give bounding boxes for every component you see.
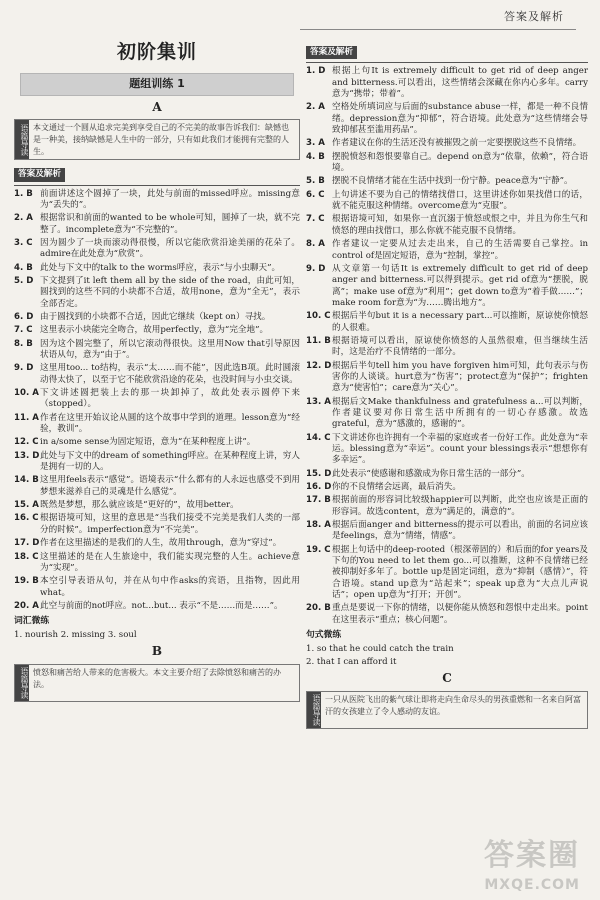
answer-number: 17. D [14, 538, 40, 549]
answer-number: 2. A [306, 102, 325, 113]
answer-number: 17. B [306, 495, 331, 506]
answer-number: 9. D [306, 263, 326, 274]
answer-item [14, 500, 300, 511]
answer-item [306, 311, 588, 334]
answer-explanation: 作者在这里开始议论从圆的这个故事中学到的道理。lesson意为“经验，教训”。 [40, 412, 300, 435]
answer-item [14, 475, 300, 498]
answer-item [14, 339, 300, 362]
answer-item [306, 152, 588, 175]
answer-item [14, 413, 300, 436]
answer-item [306, 603, 588, 626]
section-c-letter: C [442, 671, 452, 686]
answer-item [14, 238, 300, 261]
answer-explanation: 从文章第一句话It is extremely difficult to get rid of deep anger and bitterness.可以得到提示。get rid of意为“摆脱，脱离”；make use of意为“利用”；get down to意为“着手做……”；make room for意为“为……腾出地方”。 [332, 263, 588, 308]
section-a-guide [14, 119, 300, 160]
answer-item [306, 469, 588, 480]
answer-item [14, 601, 300, 612]
answer-item [14, 538, 300, 549]
answer-number: 1. D [306, 66, 326, 77]
guide-tag: 语篇导读 [307, 692, 321, 728]
answer-number: 19. C [306, 544, 331, 555]
answer-number: 10. A [14, 388, 39, 399]
answer-explanation: 本空引导表语从句，并在从句中作asks的宾语，且指物，因此用what。 [40, 576, 300, 598]
answer-item [306, 176, 588, 187]
answer-number: 16. D [306, 482, 332, 493]
answer-item [306, 433, 588, 467]
section-a-letter: A [152, 99, 162, 114]
answer-list-b [306, 66, 588, 626]
answer-item [306, 214, 588, 237]
answer-number: 4. B [306, 151, 325, 162]
answer-number: 1. B [14, 188, 33, 199]
answer-number: 12. C [14, 437, 39, 448]
answer-number: 18. A [306, 520, 331, 531]
guide-tag: 语篇导读 [15, 120, 29, 159]
answer-explanation: 根据后半句but it is a necessary part...可以推断，原谅使你愤怒的人很难。 [332, 311, 588, 333]
answer-explanation: in a/some sense为固定短语，意为“在某种程度上讲”。 [40, 437, 256, 448]
answer-number: 4. B [14, 262, 33, 273]
answer-explanation: 此处与下文中的dream of something呼应。在某种程度上讲，穷人是拥有一切的人。 [40, 450, 300, 473]
answer-item [14, 451, 300, 474]
answer-item [14, 263, 300, 274]
right-column [306, 44, 588, 735]
vocab-title: 词汇微练 [14, 616, 50, 627]
page-title: 初阶集训 [116, 41, 197, 63]
answer-number: 18. C [14, 551, 39, 562]
answer-explanation: 这里描述的是在人生旅途中，我们能实现完整的人生。achieve意为“实现”。 [40, 551, 300, 573]
answer-number: 11. B [306, 335, 331, 346]
answer-item [14, 576, 300, 599]
guide-text: 一只从医院飞出的紫气球让即将走向生命尽头的男孩重燃和一名来自阿富汗的女孩建立了令人感动的友谊。 [325, 695, 581, 716]
answer-number: 2. A [14, 213, 33, 224]
watermark-sub: MXQE.COM [484, 876, 580, 893]
answer-number: 20. B [306, 603, 331, 614]
answer-number: 20. A [14, 600, 39, 611]
answer-explanation: 上句讲述不要为自己的情绪找借口，这里讲述你如果找借口的话，就不能克服这种情绪。overcome意为“克服”。 [332, 189, 588, 212]
answer-explanation: 作者建议在你的生活还没有被摧毁之前一定要摆脱这些不良情绪。 [332, 138, 582, 149]
sentence-title: 句式微练 [306, 630, 342, 641]
answer-number: 15. D [306, 468, 332, 479]
answer-item [306, 495, 588, 518]
answer-explanation: 此空与前面的not呼应。not...but... 表示“不是……而是……”。 [40, 600, 283, 611]
answer-item [306, 138, 588, 149]
answer-number: 8. A [306, 239, 325, 250]
answer-number: 14. B [14, 475, 39, 486]
answer-item [14, 437, 300, 448]
answer-item [14, 552, 300, 575]
answer-number: 13. A [306, 396, 331, 407]
answer-number: 5. B [306, 176, 325, 187]
answer-number: 10. C [306, 311, 331, 322]
answer-explanation: 根据后面anger and bitterness的提示可以看出，前面的名词应该是feelings，意为“情绪，情感”。 [332, 520, 588, 542]
answer-explanation: 此处与下文中的talk to the worms呼应，表示“与小虫聊天”。 [40, 262, 281, 273]
answer-number: 11. A [14, 412, 39, 423]
answer-item [14, 213, 300, 236]
answer-item [306, 545, 588, 602]
answer-explanation: 这里用too... to结构，表示“太……而不能”，因此选B项。此时圆滚动得太快了，以至于它不能欣赏沿途的花朵，也没时间与小虫交谈。 [40, 363, 300, 385]
guide-text: 愤怒和痛苦给人带来的危害极大。本文主要介绍了去除愤怒和痛苦的办法。 [33, 668, 281, 689]
answer-number: 15. A [14, 500, 39, 511]
section-rule [306, 62, 588, 63]
answer-explanation: 你的不良情绪会远离，最后消失。 [332, 482, 461, 493]
answer-number: 5. D [14, 275, 34, 286]
answer-explanation: 由于圆找到的小块都不合适，因此它继续（kept on）寻找。 [40, 311, 271, 322]
answer-explanation: 根据后文Make thankfulness and gratefulness a...可以判断，作者建议要对你日常生活中所拥有的一切心存感激。故选grateful，意为“感激的，感谢的”。 [332, 396, 588, 430]
answer-explanation: 根据上句It is extremely difficult to get rid of deep anger and bitterness.可以看出，这些情绪会深藏在你内心多年。carry意为“携带；带着”。 [332, 66, 588, 100]
answer-item [306, 264, 588, 309]
left-column [14, 38, 300, 708]
answer-item [14, 325, 300, 336]
answer-number: 12. D [306, 360, 332, 371]
answer-item [306, 190, 588, 213]
answer-item [14, 363, 300, 386]
answer-explanation: 前面讲述这个圆掉了一块，此处与前面的missed呼应。missing意为“丢失的”。 [40, 188, 300, 210]
answer-explanation: 重点是要说一下你的情绪，以便你能从愤怒和怨恨中走出来。point在这里表示“重点；核心问题”。 [332, 603, 588, 625]
answer-explanation: 根据语境可知，如果你一直沉溺于愤怒或恨之中，并且为你生气和愤怒的理由找借口，那么你就不能克服不良情绪。 [332, 214, 588, 236]
answer-explanation: 根据前面的形容词比较级happier可以判断，此空也应该是正面的形容词。故选content，意为“满足的，满意的”。 [332, 495, 588, 517]
answers-label: 答案及解析 [14, 168, 65, 181]
answer-explanation: 根据语境可以看出，原谅使你愤怒的人虽然很难，但当继续生活时，这是治疗不良情绪的一部分。 [332, 335, 588, 358]
answer-explanation: 此处表示“使感谢和感激成为你日常生活的一部分”。 [332, 468, 530, 479]
answer-item [306, 361, 588, 395]
answer-explanation: 下文讲述圆把装上去的那一块卸掉了，故此处表示圆停下来（stopped）。 [40, 388, 300, 410]
answer-explanation: 这里表示小块能完全吻合，故用perfectly，意为“完全地”。 [40, 325, 269, 336]
answer-item [306, 239, 588, 262]
answer-number: 9. D [14, 363, 34, 374]
answer-explanation: 这里用feels表示“感觉”。语境表示“什么都有的人永远也感受不到用梦想来滋养自己的灵魂是什么感觉”。 [40, 475, 300, 497]
answer-item [14, 189, 300, 212]
answer-explanation: 空格处所填词应与后面的substance abuse一样，都是一种不良情绪。depression意为“抑郁”，符合语境。此处意为“这些情绪会导致抑郁甚至滥用药品”。 [332, 102, 588, 136]
answer-explanation: 因为圆少了一块而滚动得很慢，所以它能欣赏沿途美丽的花朵了。admire在此处意为“欣赏”。 [40, 237, 300, 260]
answer-number: 13. D [14, 450, 40, 461]
answer-list-a [14, 189, 300, 613]
watermark-logo [484, 836, 580, 894]
unit-heading: 题组训练 1 [20, 73, 294, 96]
answer-explanation: 根据后半句tell him you have forgiven him可知，此句表示与伤害你的人谈谈。hurt意为“伤害”；protect意为“保护”；frighten意为“使害怕”；care意为“关心”。 [332, 360, 588, 394]
answer-item [306, 336, 588, 359]
answer-explanation: 作者在这里描述的是我们的人生，故用through，意为“穿过”。 [40, 538, 282, 549]
answer-number: 6. C [306, 189, 325, 200]
answer-item [14, 276, 300, 310]
answer-explanation: 因为这个圆完整了，所以它滚动得很快。这里用Now that引导原因状语从句，意为“由于”。 [40, 338, 300, 361]
guide-tag: 语篇导读 [15, 665, 29, 701]
answer-explanation: 根据上句话中的deep-rooted（根深蒂固的）和后面的for years及下句的You need to let them go...可以推断，这种不良情绪已经被抑制好多年了。bottle up是固定词组，意为“抑制（感情）”，符合语境。stand up意为“站起来”；speak up意为“大点儿声说话”；open up意为“打开；开创”。 [332, 544, 588, 601]
answer-number: 7. C [14, 325, 33, 336]
vocab-answers: 1. nourish 2. missing 3. soul [14, 629, 137, 640]
answer-explanation: 既然是梦想，那么就应该是“更好的”，故用better。 [40, 500, 239, 511]
answer-number: 14. C [306, 432, 331, 443]
running-head: 答案及解析 [504, 10, 564, 23]
answer-explanation: 根据语境可知，这里的意思是“当我们接受不完美是我们人类的一部分的时候”。imperfection意为“不完美”。 [40, 513, 300, 535]
answer-explanation: 摆脱愤怒和怨恨要靠自己。depend on意为“依靠，依赖”，符合语境。 [332, 151, 588, 174]
answer-item [306, 397, 588, 431]
answers-label: 答案及解析 [306, 46, 357, 59]
guide-text: 本文通过一个圆从追求完美到享受自己的不完美的故事告诉我们：缺憾也是一种美，接纳缺憾是人生中的一部分，只有如此我们才能拥有完整的人生。 [33, 123, 289, 156]
watermark-main: 答案圈 [484, 837, 580, 873]
answer-explanation: 下文讲述你也许拥有一个幸福的家庭或者一份好工作。此处意为“幸运。blessing意为“幸运”。count your blessings表示“想想你有多幸运”。 [332, 432, 588, 466]
answer-item [14, 312, 300, 323]
section-b-letter: B [151, 644, 163, 659]
answer-item [306, 66, 588, 100]
answer-explanation: 根据常识和前面的wanted to be whole可知，圆掉了一块，就不完整了。incomplete意为“不完整的”。 [40, 213, 300, 235]
answer-item [306, 482, 588, 493]
answer-explanation: 作者建议一定要从过去走出来，自己的生活需要自己掌控。in control of是固定短语，意为“控制，掌控”。 [332, 239, 588, 261]
header-rule [300, 29, 576, 30]
sentence-answer-1: 1. so that he could catch the train [306, 643, 454, 654]
answer-item [306, 102, 588, 136]
answer-item [306, 520, 588, 543]
answer-number: 8. B [14, 338, 33, 349]
answer-number: 19. B [14, 576, 39, 587]
answer-number: 6. D [14, 311, 34, 322]
answer-explanation: 下文提到了it left them all by the side of the road，由此可知，圆找到的这些不同的小块都不合适，故用none，意为“全无”，表示全部否定。 [40, 275, 300, 309]
section-rule [14, 185, 300, 186]
answer-explanation: 摆脱不良情绪才能在生活中找到一份宁静。peace意为“宁静”。 [332, 176, 573, 187]
answer-number: 3. A [306, 138, 325, 149]
answer-number: 16. C [14, 513, 39, 524]
answer-item [14, 388, 300, 411]
answer-number: 7. C [306, 214, 325, 225]
answer-item [14, 513, 300, 536]
section-b-guide [14, 664, 300, 702]
sentence-answer-2: 2. that I can afford it [306, 657, 397, 668]
answer-number: 3. C [14, 237, 33, 248]
section-c-guide [306, 691, 588, 729]
